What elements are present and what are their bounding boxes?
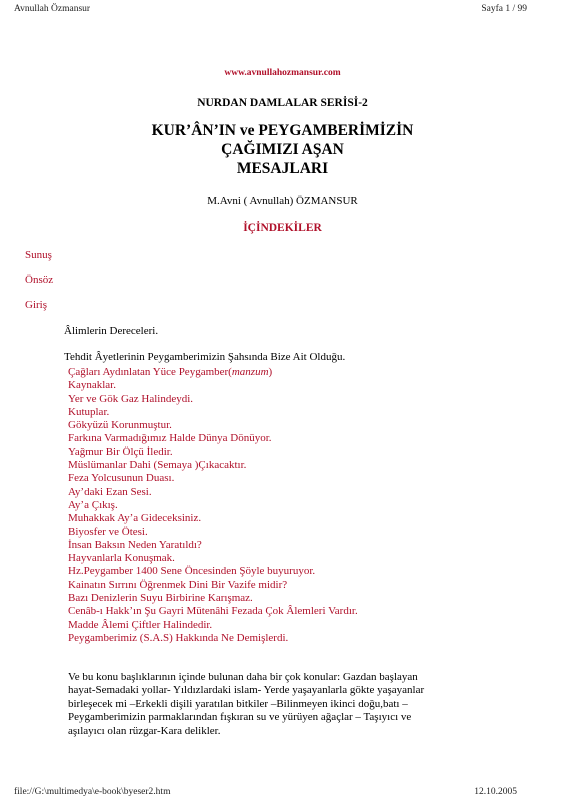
toc-item-list [68,366,518,645]
toc-item[interactable]: Hayvanlarla Konuşmak. [68,552,175,565]
paragraph-line: Ve bu konu başlıklarının içinde bulunan daha bir çok konular: Gazdan başlayan [68,671,418,683]
toc-item[interactable]: Ay’daki Ezan Sesi. [68,485,152,498]
header-page-number: Sayfa 1 / 99 [481,4,527,14]
toc-item[interactable]: Çağları Aydınlatan Yüce Peygamber(manzum) [68,366,273,378]
paragraph-line: hayat-Semadaki yollar- Yıldızlardaki islam- Yerde yaşayanlarla gökte yaşayanlar [68,684,425,697]
toc-item[interactable]: Feza Yolcusunun Duası. [68,472,175,485]
footer-date: 12.10.2005 [474,787,517,797]
toc-item[interactable]: Muhakkak Ay’a Gideceksiniz. [68,512,202,525]
sub-heading-alimler: Âlimlerin Dereceleri. [64,325,159,337]
toc-item[interactable]: Peygamberimiz (S.A.S) Hakkında Ne Demişlerdi. [68,631,289,644]
toc-item[interactable]: Cenâb-ı Hakk’ın Şu Gayri Mütenâhi Fezada Çok Âlemleri Vardır. [68,605,358,618]
toc-item[interactable]: Biyosfer ve Ötesi. [68,525,148,538]
toc-item[interactable]: Kaynaklar. [68,379,116,392]
toc-item[interactable]: Kainatın Sırrını Öğrenmek Dini Bir Vazife midir? [68,578,288,591]
author-name: M.Avni ( Avnullah) ÖZMANSUR [207,195,358,207]
toc-item[interactable]: Hz.Peygamber 1400 Sene Öncesinden Şöyle buyuruyor. [68,565,316,578]
toc-heading[interactable]: İÇİNDEKİLER [243,222,322,234]
toc-link-sunus[interactable]: Sunuş [25,249,52,261]
paragraph-line: Peygamberimizin parmaklarından fışkıran su ve yürüyen ağaçlar – Taşıyıcı ve [68,711,412,724]
toc-item-italic: manzum [231,366,269,378]
sub-heading-tehdit: Tehdit Âyetlerinin Peygamberimizin Şahsında Bize Ait Olduğu. [64,351,346,363]
toc-item[interactable]: Bazı Denizlerin Suyu Birbirine Karışmaz. [68,592,253,605]
toc-item[interactable]: Gökyüzü Korunmuştur. [68,419,172,432]
series-title: NURDAN DAMLALAR SERİSİ-2 [197,97,368,109]
title-line-1: KUR’ÂN’IN ve PEYGAMBERİMİZİN [151,122,414,139]
toc-item[interactable]: Yer ve Gök Gaz Halindeydi. [68,392,194,405]
toc-item[interactable]: Müslümanlar Dahi (Semaya )Çıkacaktır. [68,459,247,472]
header-author: Avnullah Özmansur [14,4,91,14]
website-link[interactable]: www.avnullahozmansur.com [224,68,341,78]
title-line-3: MESAJLARI [236,160,329,177]
toc-item[interactable]: Yağmur Bir Ölçü İledir. [68,445,173,458]
toc-item[interactable]: Ay’a Çıkış. [68,498,118,511]
toc-item[interactable]: İnsan Baksın Neden Yaratıldı? [68,538,202,551]
toc-item[interactable]: Kutuplar. [68,405,110,418]
paragraph-line: birleşecek mi –Erkekli dişili yaratılan bitkiler –Bilinmeyen ikinci doğu,batı – [68,697,408,710]
toc-item[interactable]: Farkına Varmadığımız Halde Dünya Dönüyor. [68,432,272,445]
toc-item[interactable]: Madde Âlemi Çiftler Halindedir. [68,618,213,631]
toc-link-giris[interactable]: Giriş [25,299,47,311]
paragraph-line: aşılayıcı olan rüzgar-Kara delikler. [68,724,221,737]
title-line-2: ÇAĞIMIZI AŞAN [221,141,344,158]
summary-paragraph [68,671,520,738]
footer-file-path: file://G:\multimedya\e-book\byeser2.htm [14,787,171,797]
document-title [0,121,565,178]
toc-link-onsoz[interactable]: Önsöz [25,274,54,286]
